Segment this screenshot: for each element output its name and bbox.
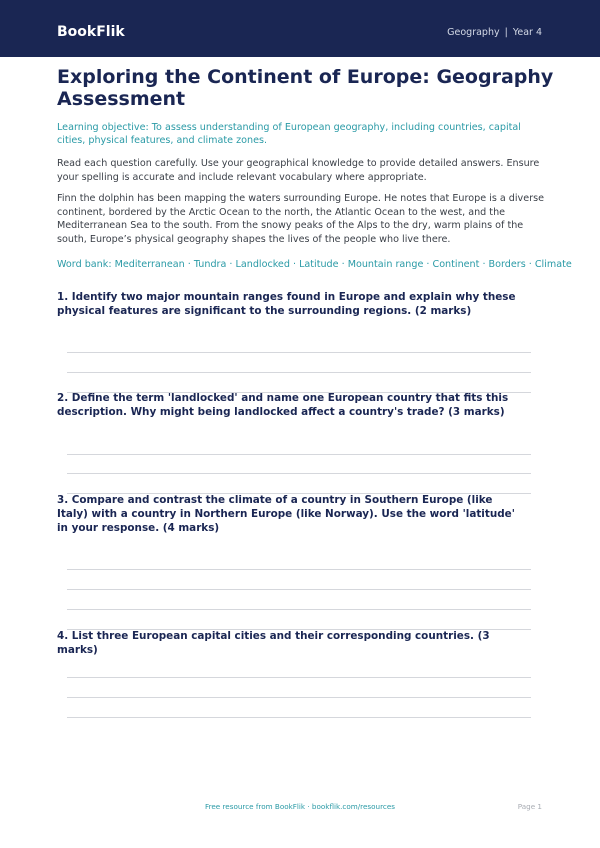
brand-logo[interactable]: BookFlik <box>57 24 125 40</box>
answer-line[interactable] <box>67 352 531 353</box>
answer-line[interactable] <box>67 454 531 455</box>
page-title: Exploring the Continent of Europe: Geography Assessment <box>57 66 554 110</box>
separator: | <box>504 27 508 38</box>
answer-line[interactable] <box>67 372 531 373</box>
answer-line[interactable] <box>67 677 531 678</box>
page-header <box>0 0 600 57</box>
question-4: 4. List three European capital cities and their corresponding countries. (3 marks) <box>57 630 490 657</box>
answer-line[interactable] <box>67 717 531 718</box>
reading-passage: Finn the dolphin has been mapping the waters surrounding Europe. He notes that Europe is a diverse continent, bordered by the Arctic Ocean to the north, the Atlantic Ocean to the west, and the Mediterranean Sea to the south. From the snowy peaks of the Alps to the dry, warm plains of the south, Europe’s physical geography shapes the lives of the people who live there. <box>57 193 544 245</box>
grade-label: Year 4 <box>512 27 542 38</box>
answer-line[interactable] <box>67 473 531 474</box>
instructions-text: Read each question carefully. Use your geographical knowledge to provide detailed answers. Ensure your spelling is accurate and include relevant vocabulary where appropriate. <box>57 158 540 183</box>
question-1: 1. Identify two major mountain ranges found in Europe and explain why these physical features are significant to the surrounding regions. (2 marks) <box>57 291 516 318</box>
footer-credit[interactable]: Free resource from BookFlik · bookflik.com/resources <box>204 802 396 811</box>
subject-label: Geography <box>447 27 500 38</box>
page-number: Page 1 <box>517 802 542 811</box>
word-bank: Word bank: Mediterranean · Tundra · Landlocked · Latitude · Mountain range · Continent · Borders · Climate <box>57 259 572 270</box>
answer-line[interactable] <box>67 697 531 698</box>
question-2: 2. Define the term 'landlocked' and name one European country that fits this description. Why might being landlocked affect a country's trade? (3 marks) <box>57 392 509 419</box>
learning-objective: Learning objective: To assess understanding of European geography, including countries, capital cities, physical features, and climate zones. <box>57 122 521 146</box>
subject-grade-label <box>447 27 542 39</box>
answer-line[interactable] <box>67 569 531 570</box>
answer-line[interactable] <box>67 609 531 610</box>
question-3: 3. Compare and contrast the climate of a country in Southern Europe (like Italy) with a country in Northern Europe (like Norway). Use the word 'latitude' in your response. (4 marks) <box>57 494 515 535</box>
answer-line[interactable] <box>67 589 531 590</box>
